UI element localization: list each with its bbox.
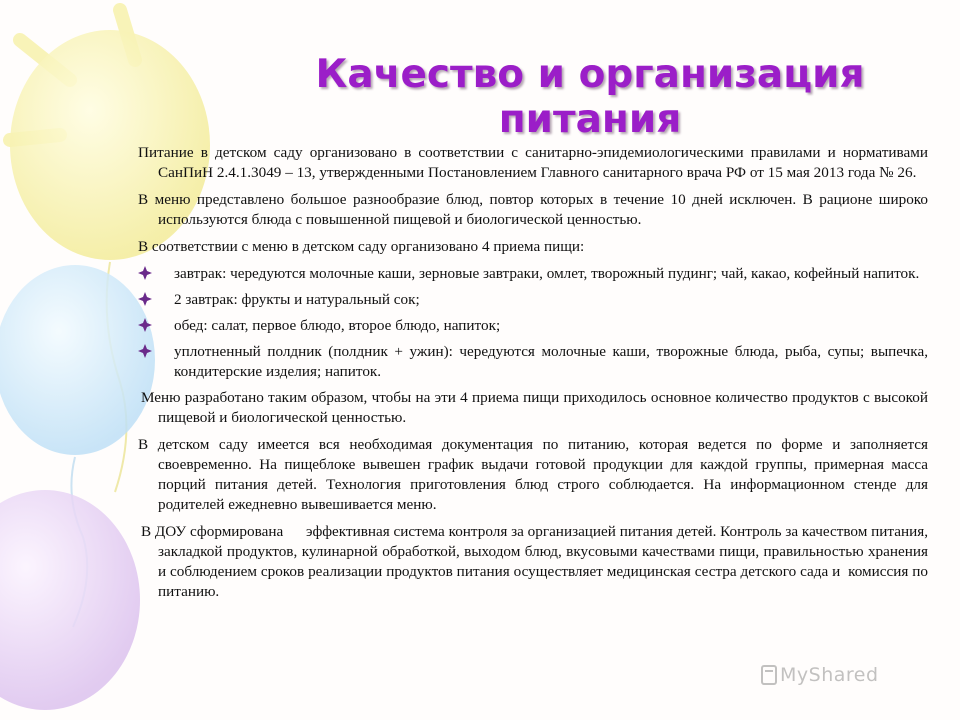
balloon-blue <box>0 265 155 455</box>
list-item <box>138 290 928 310</box>
diamond-bullet-icon <box>138 292 152 306</box>
bullet-text-snack: уплотненный полдник (полдник + ужин): чередуются молочные каши, творожные блюда, рыба, супы; выпечка, кондитерские изделия; напиток. <box>174 343 928 380</box>
diamond-bullet-icon <box>138 318 152 332</box>
paragraph-meals-intro: В соответствии с меню в детском саду организовано 4 приема пищи: <box>138 238 585 255</box>
title-line-1: Качество и организация <box>315 52 865 97</box>
bullet-text-lunch: обед: салат, первое блюдо, второе блюдо, напиток; <box>174 317 501 334</box>
slide-title <box>220 52 960 142</box>
list-item <box>138 342 928 382</box>
paragraph-sanpin: Питание в детском саду организовано в соответствии с санитарно-эпидемиологическими правилами и нормативами СанПиН 2.4.1.3049 – 13, утвержденными Постановлением Главного санитарного врача РФ от 15 мая 2013 года № 26. <box>138 144 928 181</box>
bullet-text-second-breakfast: 2 завтрак: фрукты и натуральный сок; <box>174 291 420 308</box>
slide-body <box>138 143 936 609</box>
diamond-bullet-icon <box>138 344 152 358</box>
list-item <box>138 264 928 284</box>
watermark-logo-icon <box>760 664 778 686</box>
paragraph-control-system: В ДОУ сформирована эффективная система контроля за организацией питания детей. Контроль за качеством питания, закладкой продуктов, кулинарной обработкой, выходом блюд, вкусовыми качествами пищи, правильностью хранения и соблюдением сроков реализации продуктов питания осуществляет медицинская сестра детского сада и комиссия по питанию. <box>141 523 936 600</box>
list-item <box>138 316 928 336</box>
paragraph-menu-design: Меню разработано таким образом, чтобы на эти 4 приема пищи приходилось основное количество продуктов с высокой пищевой и биологической ценностью. <box>141 389 928 426</box>
balloon-purple <box>0 490 140 710</box>
watermark-text: MyShared <box>780 664 879 686</box>
title-line-2: питания <box>498 97 682 142</box>
meal-list <box>138 264 928 382</box>
paragraph-documentation: В детском саду имеется вся необходимая документация по питанию, которая ведется по форме и заполняется своевременно. На пищеблоке вывешен график выдачи готовой продукции для каждой группы, примерная масса порций питания детей. Технология приготовления блюд строго соблюдается. На информационном стенде для родителей ежедневно вывешивается меню. <box>138 436 928 513</box>
bullet-text-breakfast: завтрак: чередуются молочные каши, зерновые завтраки, омлет, творожный пудинг; чай, какао, кофейный напиток. <box>174 265 920 282</box>
diamond-bullet-icon <box>138 266 152 280</box>
paragraph-menu-variety: В меню представлено большое разнообразие блюд, повтор которых в течение 10 дней исключен. В рационе широко используются блюда с повышенной пищевой и биологической ценностью. <box>138 191 928 228</box>
